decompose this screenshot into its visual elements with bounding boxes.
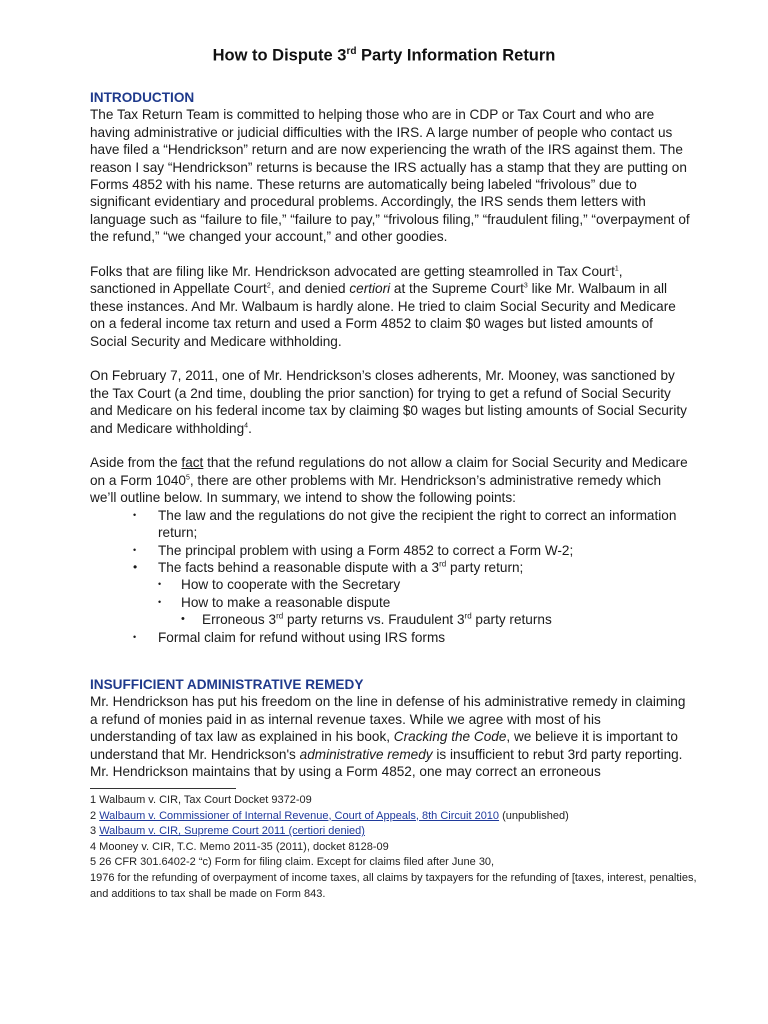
intro-paragraph-3: On February 7, 2011, one of Mr. Hendrickson’s closes adherents, Mr. Mooney, was sanctioned by the Tax Court (a 2nd time, doubling the prior sanction) for trying to get a refund of Social Security and Medicare on his federal income tax by claiming $0 wages but listing amounts of Social Security and Medicare withholding$^4$. xyxy=(90,368,687,436)
introduction-heading: INTRODUCTION xyxy=(90,90,195,105)
bullet-icon: • xyxy=(133,631,137,642)
footnote-2-link[interactable]: Walbaum v. Commissioner of Internal Revenue, Court of Appeals, 8th Circuit 2010 xyxy=(99,809,500,822)
footnote-1: 1 Walbaum v. CIR, Tax Court Docket 9372-09 xyxy=(90,794,312,806)
summary-bullet-list xyxy=(90,507,690,646)
remedy-paragraph: Mr. Hendrickson has put his freedom on the line in defense of his administrative remedy in claiming a refund of monies paid in as internal revenue taxes. While we agree with most of his understanding of tax law as explained in his book, Cracking the Code, we believe it is important to understand that Mr. Hendrickson's administrative remedy is insufficient to rebut 3rd party reporting. Mr. Hendrickson maintains that by using a Form 4852, one may correct an erroneous xyxy=(90,694,686,779)
insufficient-remedy-heading: INSUFFICIENT ADMINISTRATIVE REMEDY xyxy=(90,676,364,692)
footnote-ref-3[interactable]: 3 xyxy=(523,282,528,290)
bullet-icon: • xyxy=(158,579,162,590)
intro-paragraph-1: The Tax Return Team is committed to helping those who are in CDP or Tax Court and who are having administrative or judicial difficulties with the IRS. A large number of people who contact us have filed a “Hendrickson” return and are now experiencing the wrath of the IRS against them. The reason I say “Hendrickson” returns is because the IRS actually has a stamp that they are putting on Forms 4852 with his name. These returns are automatically being labeled “frivolous” due to significant evidentiary and procedural problems. Accordingly, the IRS sends them letters with language such as “failure to file,” “failure to pay,” “frivolous filing,” “fraudulent filing,” “overpayment of the refund,” “we changed your account,” and other goodies. xyxy=(90,107,690,245)
footnote-divider xyxy=(90,788,236,789)
document-body xyxy=(90,89,690,780)
footnote-5: 5 26 CFR 301.6402-2 “c) Form for filing claim. Except for claims filed after June 30, xyxy=(90,856,495,869)
bullet-icon: • xyxy=(181,613,185,626)
footnote-4: 4 Mooney v. CIR, T.C. Memo 2011-35 (2011), docket 8128-09 xyxy=(90,840,389,853)
footnote-2: 2 Walbaum v. Commissioner of Internal Revenue, Court of Appeals, 8th Circuit 2010 (unpublished) xyxy=(90,809,569,822)
footnote-ref-2[interactable]: 2 xyxy=(266,282,271,290)
list-item: • The facts behind a reasonable dispute with a 3rd party return; xyxy=(133,559,524,575)
list-item: • How to cooperate with the Secretary xyxy=(158,577,401,593)
bullet-icon: • xyxy=(158,596,162,607)
bullet-icon: • xyxy=(133,544,137,555)
footnote-5-continued: 1976 for the refunding of overpayment of income taxes, all claims by taxpayers for the refunding of [taxes, interest, penalties, and additions to tax shall be made on Form 843. xyxy=(90,871,697,900)
list-item: • Erroneous 3rd party returns vs. Fraudulent 3rd party returns xyxy=(181,611,552,628)
footnotes xyxy=(90,793,710,902)
list-item: • Formal claim for refund without using IRS forms xyxy=(133,629,446,645)
list-item: • The principal problem with using a Form 4852 to correct a Form W-2; xyxy=(133,542,574,558)
footnote-ref-1[interactable]: 1 xyxy=(614,265,619,273)
page-title: How to Dispute 3rd Party Information Return xyxy=(212,46,556,65)
footnote-3: 3 Walbaum v. CIR, Supreme Court 2011 (certiori denied) xyxy=(90,825,365,838)
footnote-ref-4[interactable]: 4 xyxy=(244,422,249,430)
intro-paragraph-2: Folks that are filing like Mr. Hendrickson advocated are getting steamrolled in Tax Court$^1$, sanctioned in Appellate Court$^2$, and denied certiori at the Supreme Court$^3$ like Mr. Walbaum in all these instances. And Mr. Walbaum is hardly alone. He tried to claim Social Security and Medicare on a federal income tax return and used a Form 4852 to claim $0 wages but listed amounts of Social Security and Medicare withholding. xyxy=(90,264,676,349)
bullet-icon: • xyxy=(133,509,137,520)
bullet-icon: • xyxy=(133,559,138,574)
footnote-3-link[interactable]: Walbaum v. CIR, Supreme Court 2011 (certiori denied) xyxy=(99,825,365,838)
list-item: • The law and the regulations do not give the recipient the right to correct an information return; xyxy=(133,507,677,541)
list-item: • How to make a reasonable dispute xyxy=(158,594,391,610)
intro-paragraph-4: Aside from the fact that the refund regulations do not allow a claim for Social Security and Medicare on a Form 1040$^5$, there are other problems with Mr. Hendrickson’s administrative remedy which we’ll outline below. In summary, we intend to show the following points: xyxy=(90,455,688,506)
footnote-ref-5[interactable]: 5 xyxy=(185,474,190,482)
